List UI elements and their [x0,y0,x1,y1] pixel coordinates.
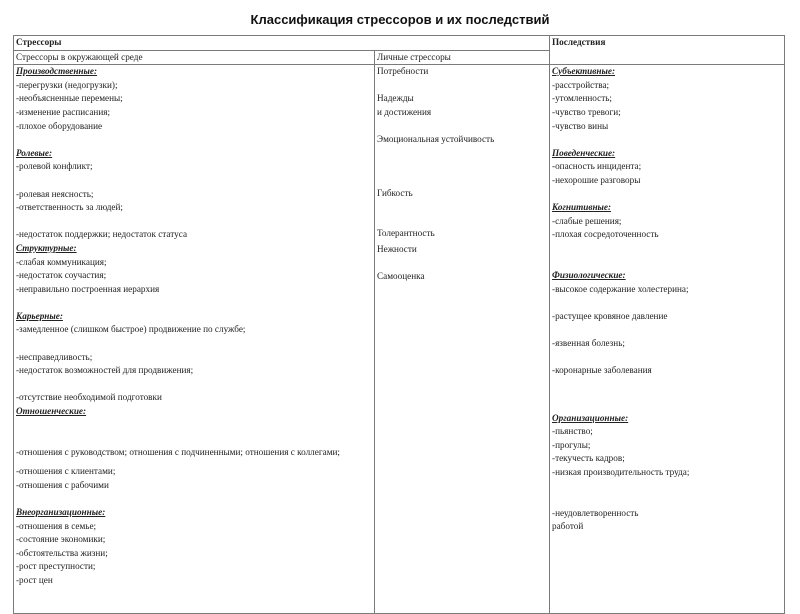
list-item: -рост цен [16,574,53,585]
list-item: -нехорошие разговоры [552,174,641,185]
document-title: Классификация стрессоров и их последствий [250,12,550,27]
category-subjective: Субъективные: [552,66,616,77]
list-item: -замедленное (слишком быстрое) продвижение по службе; [16,324,246,335]
list-item: -неудовлетворенность [552,507,639,518]
header-stressors: Стрессоры [14,36,550,51]
subheader-environment: Стрессоры в окружающей среде [14,50,375,65]
list-item: -отношения с рабочими [16,479,109,490]
category-structural: Структурные: [16,242,77,253]
category-relational: Отношенческие: [16,406,87,417]
personal-item: Нежности [377,243,417,254]
list-item: -неправильно построенная иерархия [16,283,160,294]
list-item: -прогулы; [552,439,591,450]
list-item: -чувство вины [552,120,609,131]
list-item: -расстройства; [552,79,610,90]
category-behavioral: Поведенческие: [552,147,616,158]
category-cognitive: Когнитивные: [552,202,612,213]
list-item: -отношения в семье; [16,520,97,531]
list-item: -чувство тревоги; [552,106,621,117]
list-item: -отношения с руководством; отношения с подчиненными; отношения с коллегами; [16,446,340,457]
personal-item: Надежды [377,93,414,104]
list-item: -ролевая неясность; [16,188,94,199]
list-item: -недостаток возможностей для продвижения; [16,365,194,376]
list-item: работой [552,521,584,532]
category-organizational: Организационные: [552,412,629,423]
environment-column [14,65,375,614]
list-item: -язвенная болезнь; [552,337,625,348]
list-item: -низкая производительность труда; [552,467,690,478]
header-consequences: Последствия [550,36,785,65]
personal-item: и достижения [377,106,432,117]
consequences-column [550,65,785,614]
list-item: -недостаток поддержки; недостаток статуса [16,229,188,240]
category-physiological: Физиологические: [552,269,626,280]
list-item: -коронарные заболевания [552,365,652,376]
list-item: -необъясненные перемены; [16,93,123,104]
list-item: -несправедливость; [16,351,93,362]
list-item: -плохое оборудование [16,120,103,131]
list-item: -отсутствие необходимой подготовки [16,392,162,403]
list-item: -отношения с клиентами; [16,466,116,477]
list-item: -высокое содержание холестерина; [552,283,689,294]
list-item: -состояние экономики; [16,534,106,545]
list-item: -ответственность за людей; [16,202,123,213]
list-item: -недостаток соучастия; [16,270,107,281]
personal-item: Толерантность [377,228,435,239]
personal-item: Гибкость [377,187,413,198]
personal-item: Потребности [377,66,429,77]
stressors-table [13,35,785,614]
header-row [14,36,785,51]
personal-column [375,65,550,614]
list-item: -утомленность; [552,93,612,104]
subheader-personal: Личные стрессоры [375,50,550,65]
list-item: -ролевой конфликт; [16,161,93,172]
list-item: -слабая коммуникация; [16,256,107,267]
list-item: -пьянство; [552,426,593,437]
list-item: -изменение расписания; [16,106,111,117]
list-item: -обстоятельства жизни; [16,547,108,558]
personal-item: Эмоциональная устойчивость [377,134,495,145]
list-item: -рост преступности; [16,561,96,572]
category-role: Ролевые: [16,147,53,158]
category-career: Карьерные: [16,310,63,321]
list-item: -текучесть кадров; [552,453,625,464]
list-item: -растущее кровяное давление [552,310,668,321]
list-item: -перегрузки (недогрузки); [16,79,118,90]
list-item: -слабые решения; [552,215,622,226]
category-external: Внеорганизационные: [16,507,106,517]
personal-item: Самооценка [377,271,425,282]
category-production: Производственные: [16,66,98,77]
content-row [14,65,785,614]
list-item: -опасность инцидента; [552,161,642,172]
list-item: -плохая сосредоточенность [552,229,659,240]
